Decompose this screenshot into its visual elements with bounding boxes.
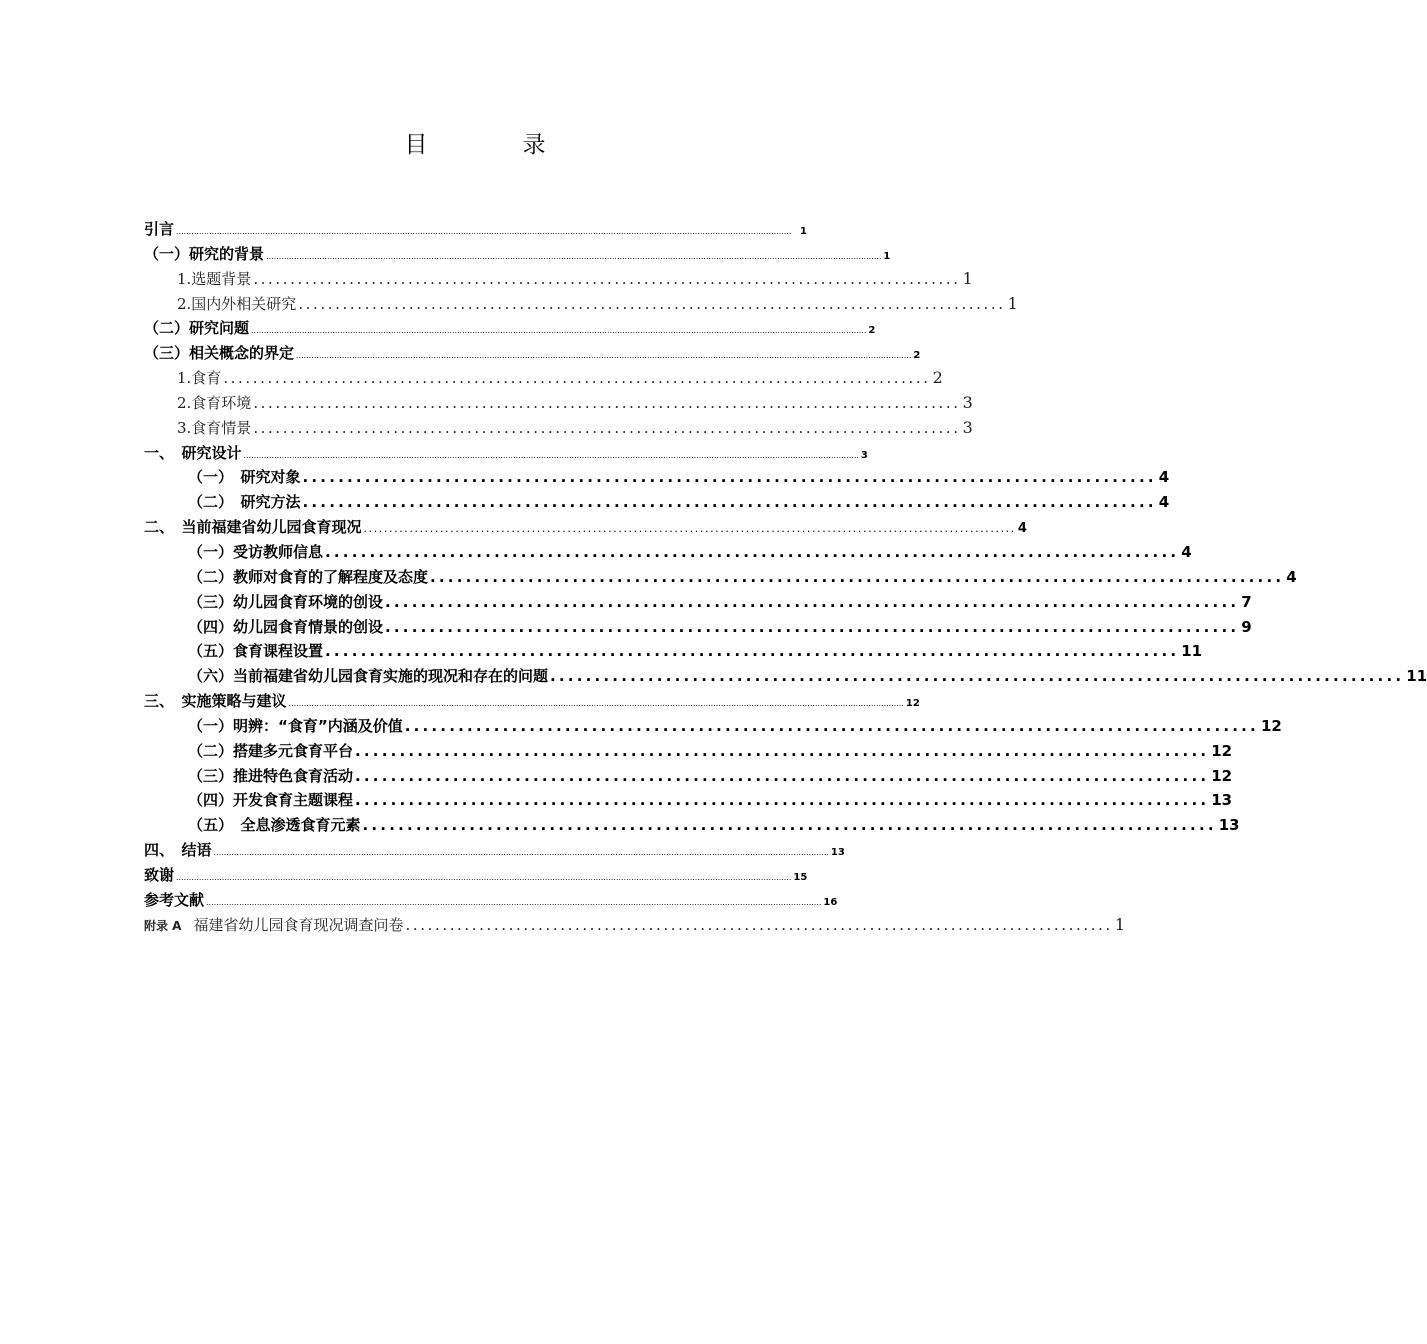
dot-leader: ................................................................................................ <box>253 393 961 412</box>
toc-entry[interactable] <box>144 342 921 367</box>
toc-entry[interactable] <box>144 243 891 268</box>
toc-entry-page: 13 <box>1211 791 1233 810</box>
toc-entry-label: （六）当前福建省幼儿园食育实施的现况和存在的问题 <box>188 667 549 686</box>
toc-entry-label: （一）受访教师信息 <box>188 542 324 561</box>
toc-entry[interactable] <box>144 839 845 864</box>
toc-entry-page: 3 <box>962 417 973 437</box>
dot-leader: ................................................................................................ <box>355 741 1210 760</box>
toc-entry[interactable] <box>144 889 838 914</box>
toc-entry-page: 2 <box>932 368 943 388</box>
dot-leader: .................................................................................................................................................................................................................................................. <box>251 326 867 336</box>
toc-entry-page: 1 <box>883 250 891 262</box>
toc-entry-page: 1 <box>800 226 807 237</box>
toc-entry-page: 9 <box>1241 617 1252 636</box>
dot-leader: .................................................................................................................................................................................................................................................. <box>176 872 792 882</box>
dot-leader: ................................................................................................ <box>362 816 1217 835</box>
toc-entry-page: 12 <box>1260 716 1282 735</box>
dot-leader: .................................................................................................................................................................................................................................................. <box>243 450 859 460</box>
toc-entry-label: 2.食育环境 <box>177 393 252 412</box>
toc-entry-label: （二）搭建多元食育平台 <box>188 741 354 760</box>
dot-leader: ................................................................................................ <box>385 592 1240 611</box>
toc-entry-page: 3 <box>962 392 973 412</box>
toc-entry-page: 2 <box>913 350 921 362</box>
toc-entry-label: （一）研究的背景 <box>144 244 265 263</box>
toc-entry-page: 4 <box>1158 493 1170 512</box>
dot-leader: ................................................................................................ <box>355 791 1210 810</box>
dot-leader: ................................................................................................ <box>223 369 931 388</box>
toc-entry[interactable] <box>144 640 1203 665</box>
toc-entry[interactable] <box>144 765 1233 790</box>
dot-leader: ................................................................................................ <box>325 642 1180 661</box>
toc-entry-label: 三、 实施策略与建议 <box>144 692 287 711</box>
toc-entry[interactable] <box>144 218 807 243</box>
toc-entry-label: （三）幼儿园食育环境的创设 <box>188 592 384 611</box>
dot-leader: ................................................................................................ <box>550 667 1405 686</box>
toc-entry[interactable] <box>144 466 1170 491</box>
toc-entry[interactable] <box>144 789 1233 814</box>
toc-entry-page: 16 <box>823 896 838 908</box>
toc-entry-label: 一、 研究设计 <box>144 443 242 462</box>
toc-entry[interactable] <box>144 616 1252 641</box>
toc-entry-label: （二）研究问题 <box>144 319 250 338</box>
toc-title: 目 录 <box>404 132 582 158</box>
toc-entry-label: （一）明辨：“食育”内涵及价值 <box>188 716 403 735</box>
toc-entry[interactable] <box>144 864 807 889</box>
toc-entry-page: 13 <box>1218 816 1240 835</box>
toc-entry-label: （四）开发食育主题课程 <box>188 791 354 810</box>
toc-entry[interactable] <box>144 566 1297 591</box>
toc-entry[interactable] <box>144 293 1018 318</box>
toc-entry[interactable] <box>144 690 920 715</box>
toc-entry-label: （二） 研究方法 <box>188 493 301 512</box>
toc-entry-page: 4 <box>1158 468 1170 487</box>
toc-entry-page: 1 <box>1114 914 1126 934</box>
toc-entry[interactable] <box>144 541 1192 566</box>
toc-entry-page: 4 <box>1017 521 1027 537</box>
toc-entry-page: 12 <box>905 698 920 710</box>
toc-entry-label: 四、 结语 <box>144 841 212 860</box>
dot-leader: ................................................................................................ <box>325 542 1180 561</box>
toc-entry-page: 1 <box>1007 293 1018 313</box>
dot-leader: .................................................................................................................................................................................................................................................. <box>206 897 822 907</box>
dot-leader: ................................................................................................ <box>253 418 961 437</box>
dot-leader: ................................................................................................ <box>404 716 1259 735</box>
dot-leader: ................................................................................................ <box>302 493 1157 512</box>
dot-leader: ................................................................................................ <box>355 766 1210 785</box>
appendix-prefix: 附录 A <box>144 918 182 933</box>
toc-entry[interactable] <box>144 317 876 342</box>
toc-entry-label: 福建省幼儿园食育现况调查问卷 <box>193 915 404 934</box>
dot-leader: .................................................................................................................................................................................................................................................. <box>213 848 829 858</box>
toc-entry-label: 3.食育情景 <box>177 418 252 437</box>
toc-entry-page: 7 <box>1241 592 1252 611</box>
toc-entry-page: 1 <box>962 268 973 288</box>
toc-entry-page: 13 <box>830 847 845 859</box>
toc-entry[interactable] <box>144 665 1427 690</box>
toc-entry-label: 1.选题背景 <box>177 269 252 288</box>
toc-entry-page: 12 <box>1211 766 1233 785</box>
toc-entry-label: 2.国内外相关研究 <box>177 294 297 313</box>
toc-entry[interactable] <box>144 814 1240 839</box>
toc-entry-label: 1.食育 <box>177 369 222 388</box>
toc-entry-label: （五） 全息渗透食育元素 <box>188 816 361 835</box>
dot-leader: ................................................................................................................................ <box>363 522 1016 536</box>
dot-leader: .................................................................................................................................................................................................................................................. <box>296 351 912 361</box>
toc-entry[interactable] <box>144 417 973 442</box>
toc-entry-appendix[interactable] <box>144 914 1126 939</box>
dot-leader: ................................................................................................ <box>298 294 1006 313</box>
dot-leader: .................................................................................................................................................................................................................................................. <box>176 227 792 236</box>
toc-entry-page: 4 <box>1181 542 1192 561</box>
dot-leader: ................................................................................................ <box>302 468 1157 487</box>
toc-entry-label: 引言 <box>144 220 175 238</box>
toc-entry-label: 参考文献 <box>144 890 205 909</box>
toc-entry-page: 2 <box>868 325 876 337</box>
toc-entry-page: 11 <box>1406 667 1427 686</box>
toc-entry[interactable] <box>144 516 1027 541</box>
toc-entry-label: 致谢 <box>144 865 175 884</box>
toc-entry[interactable] <box>144 367 943 392</box>
toc-entry-page: 4 <box>1286 567 1297 586</box>
toc-entry-label: （四）幼儿园食育情景的创设 <box>188 617 384 636</box>
toc-entry[interactable] <box>144 268 973 293</box>
toc-entry-page: 11 <box>1181 642 1203 661</box>
toc-entry-page: 3 <box>860 449 868 461</box>
toc-entry-label: （五）食育课程设置 <box>188 642 324 661</box>
toc-entry[interactable] <box>144 392 973 417</box>
toc-entry-label: （一） 研究对象 <box>188 468 301 487</box>
toc-entry-label: 二、 当前福建省幼儿园食育现况 <box>144 518 362 537</box>
dot-leader: .................................................................................................................................................................................................................................................. <box>266 251 882 261</box>
toc-entry[interactable] <box>144 715 1282 740</box>
toc-entry-page: 12 <box>1211 741 1233 760</box>
toc-entry-label: （三）相关概念的界定 <box>144 344 295 363</box>
toc-entry[interactable] <box>144 442 868 467</box>
toc-entry[interactable] <box>144 491 1170 516</box>
dot-leader: ................................................................................................ <box>430 567 1285 586</box>
dot-leader: ................................................................................................ <box>405 915 1113 934</box>
toc-entry-page: 15 <box>793 871 808 883</box>
toc-entry[interactable] <box>144 591 1252 616</box>
toc-entry-label: （三）推进特色食育活动 <box>188 766 354 785</box>
dot-leader: .................................................................................................................................................................................................................................................. <box>288 699 904 709</box>
toc-entry-label: （二）教师对食育的了解程度及态度 <box>188 567 429 586</box>
table-of-contents <box>144 218 1427 938</box>
toc-entry[interactable] <box>144 740 1233 765</box>
dot-leader: ................................................................................................ <box>253 269 961 288</box>
dot-leader: ................................................................................................ <box>385 617 1240 636</box>
